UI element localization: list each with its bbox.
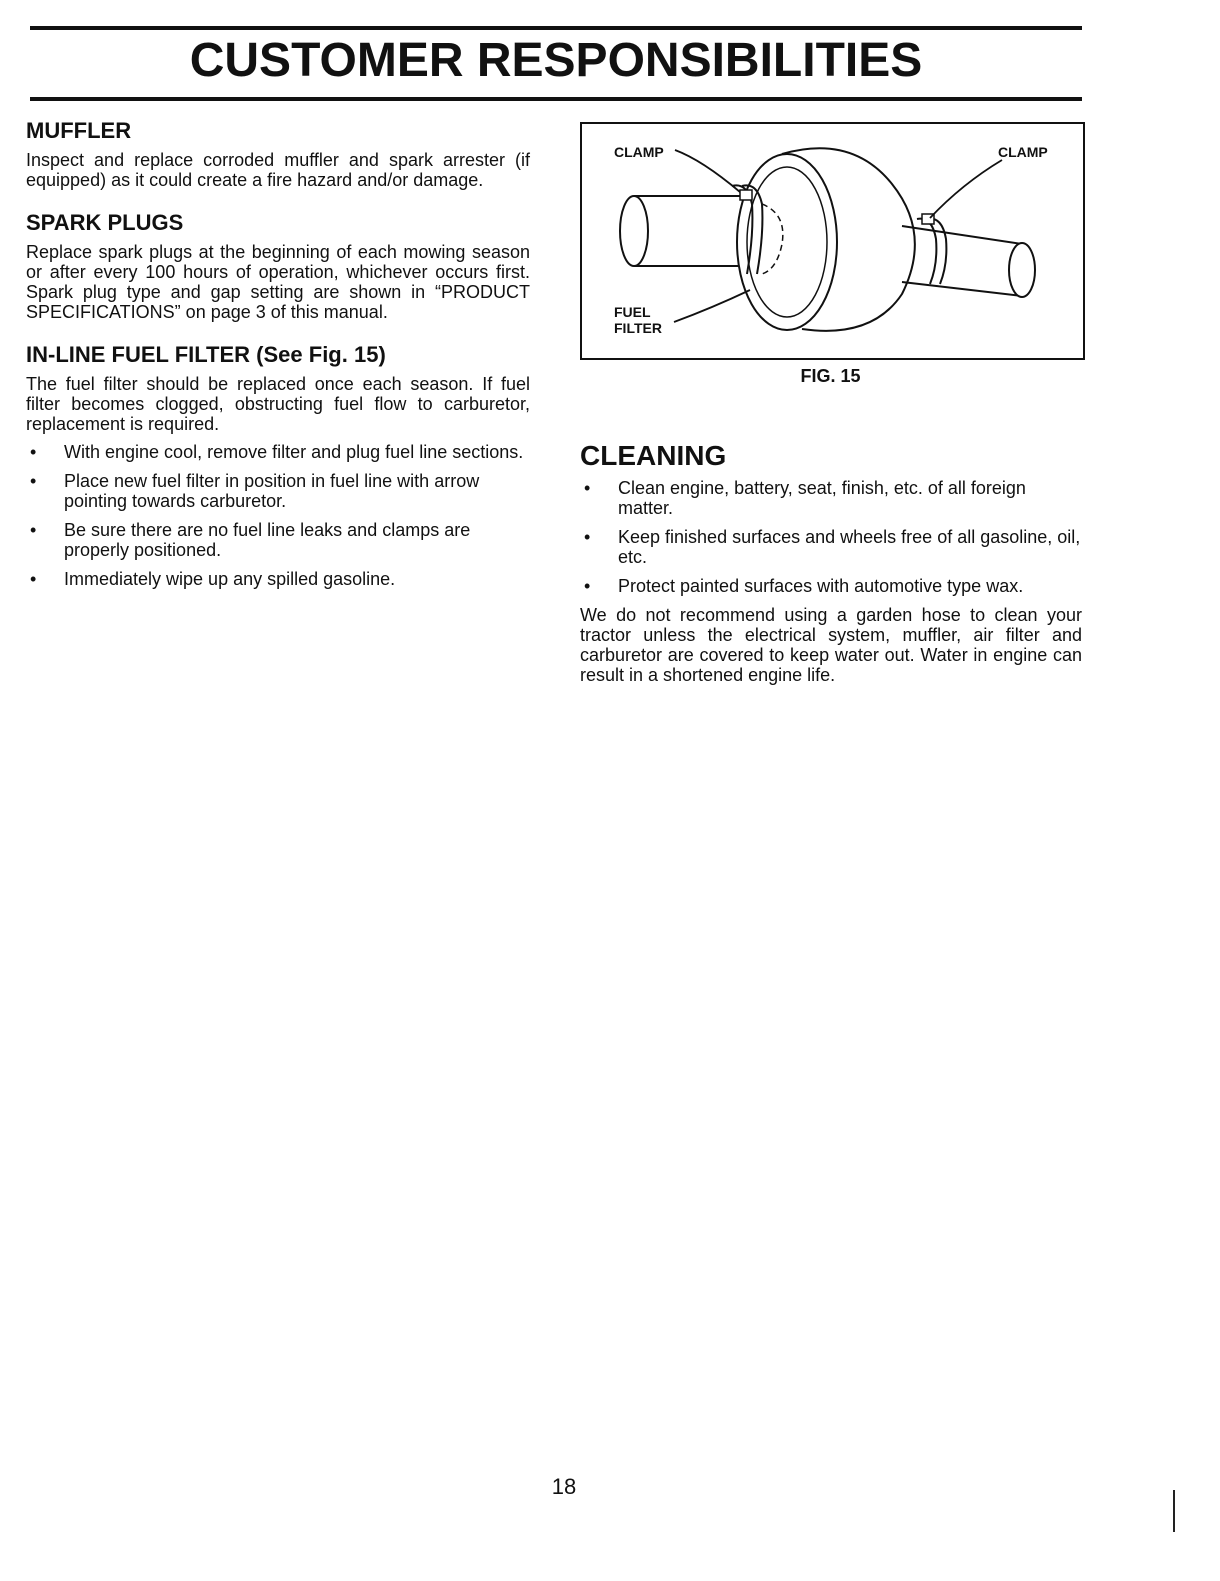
bullet-icon: • bbox=[584, 576, 591, 596]
bullet-icon: • bbox=[30, 569, 37, 589]
bullet-icon: • bbox=[30, 471, 37, 491]
clamp-right-label: CLAMP bbox=[998, 144, 1048, 160]
list-item: • With engine cool, remove filter and plug fuel line sections. bbox=[30, 442, 524, 462]
fuel-filter-body: The fuel filter should be replaced once each season. If fuel filter becomes clogged, obstructing fuel flow to carburetor, replacement is required. bbox=[26, 374, 530, 434]
fuel-filter-figure bbox=[580, 122, 1085, 360]
muffler-heading: MUFFLER bbox=[26, 118, 132, 143]
cleaning-steps bbox=[580, 478, 1082, 596]
list-item: • Place new fuel filter in position in fuel line with arrow pointing towards carburetor. bbox=[30, 471, 480, 511]
left-column bbox=[26, 118, 530, 609]
margin-rule bbox=[1173, 1490, 1175, 1532]
muffler-body: Inspect and replace corroded muffler and spark arrester (if equipped) as it could create a fire hazard and/or damage. bbox=[26, 150, 530, 190]
cleaning-heading: CLEANING bbox=[580, 440, 727, 471]
list-item: • Clean engine, battery, seat, finish, etc. of all foreign matter. bbox=[584, 478, 1026, 518]
figure-caption: FIG. 15 bbox=[800, 366, 861, 386]
fuel-label: FUEL bbox=[614, 304, 651, 320]
clamp-left-label: CLAMP bbox=[614, 144, 664, 160]
fuel-filter-section bbox=[26, 342, 530, 589]
list-item: • Be sure there are no fuel line leaks and clamps are properly positioned. bbox=[30, 520, 471, 560]
bullet-icon: • bbox=[30, 442, 37, 462]
list-item: • Keep finished surfaces and wheels free of all gasoline, oil, etc. bbox=[584, 527, 1081, 567]
cleaning-body: We do not recommend using a garden hose to clean your tractor unless the electrical system, muffler, air filter and carburetor are covered to keep water out. Water in engine can result in a shortened engine life. bbox=[580, 605, 1082, 685]
page-title: CUSTOMER RESPONSIBILITIES bbox=[189, 34, 923, 87]
bullet-icon: • bbox=[584, 527, 591, 547]
spark-plugs-body: Replace spark plugs at the beginning of each mowing season or after every 100 hours of operation, whichever occurs first. Spark plug type and gap setting are shown in “PRODUCT SPECIFICATIONS” on page 3 of this manual. bbox=[26, 242, 530, 322]
spark-plugs-section bbox=[26, 210, 530, 322]
bullet-icon: • bbox=[584, 478, 591, 498]
header-rule-bottom bbox=[30, 97, 1082, 101]
muffler-section bbox=[26, 118, 530, 190]
filter-label: FILTER bbox=[614, 320, 662, 336]
fuel-filter-steps bbox=[26, 442, 530, 589]
list-item: • Protect painted surfaces with automotive type wax. bbox=[584, 576, 1024, 596]
bullet-icon: • bbox=[30, 520, 37, 540]
spark-plugs-heading: SPARK PLUGS bbox=[26, 210, 184, 235]
fuel-filter-heading: IN-LINE FUEL FILTER (See Fig. 15) bbox=[26, 342, 386, 367]
list-item: • Immediately wipe up any spilled gasoline. bbox=[30, 569, 396, 589]
page-number: 18 bbox=[551, 1474, 577, 1499]
right-column bbox=[580, 440, 1082, 685]
